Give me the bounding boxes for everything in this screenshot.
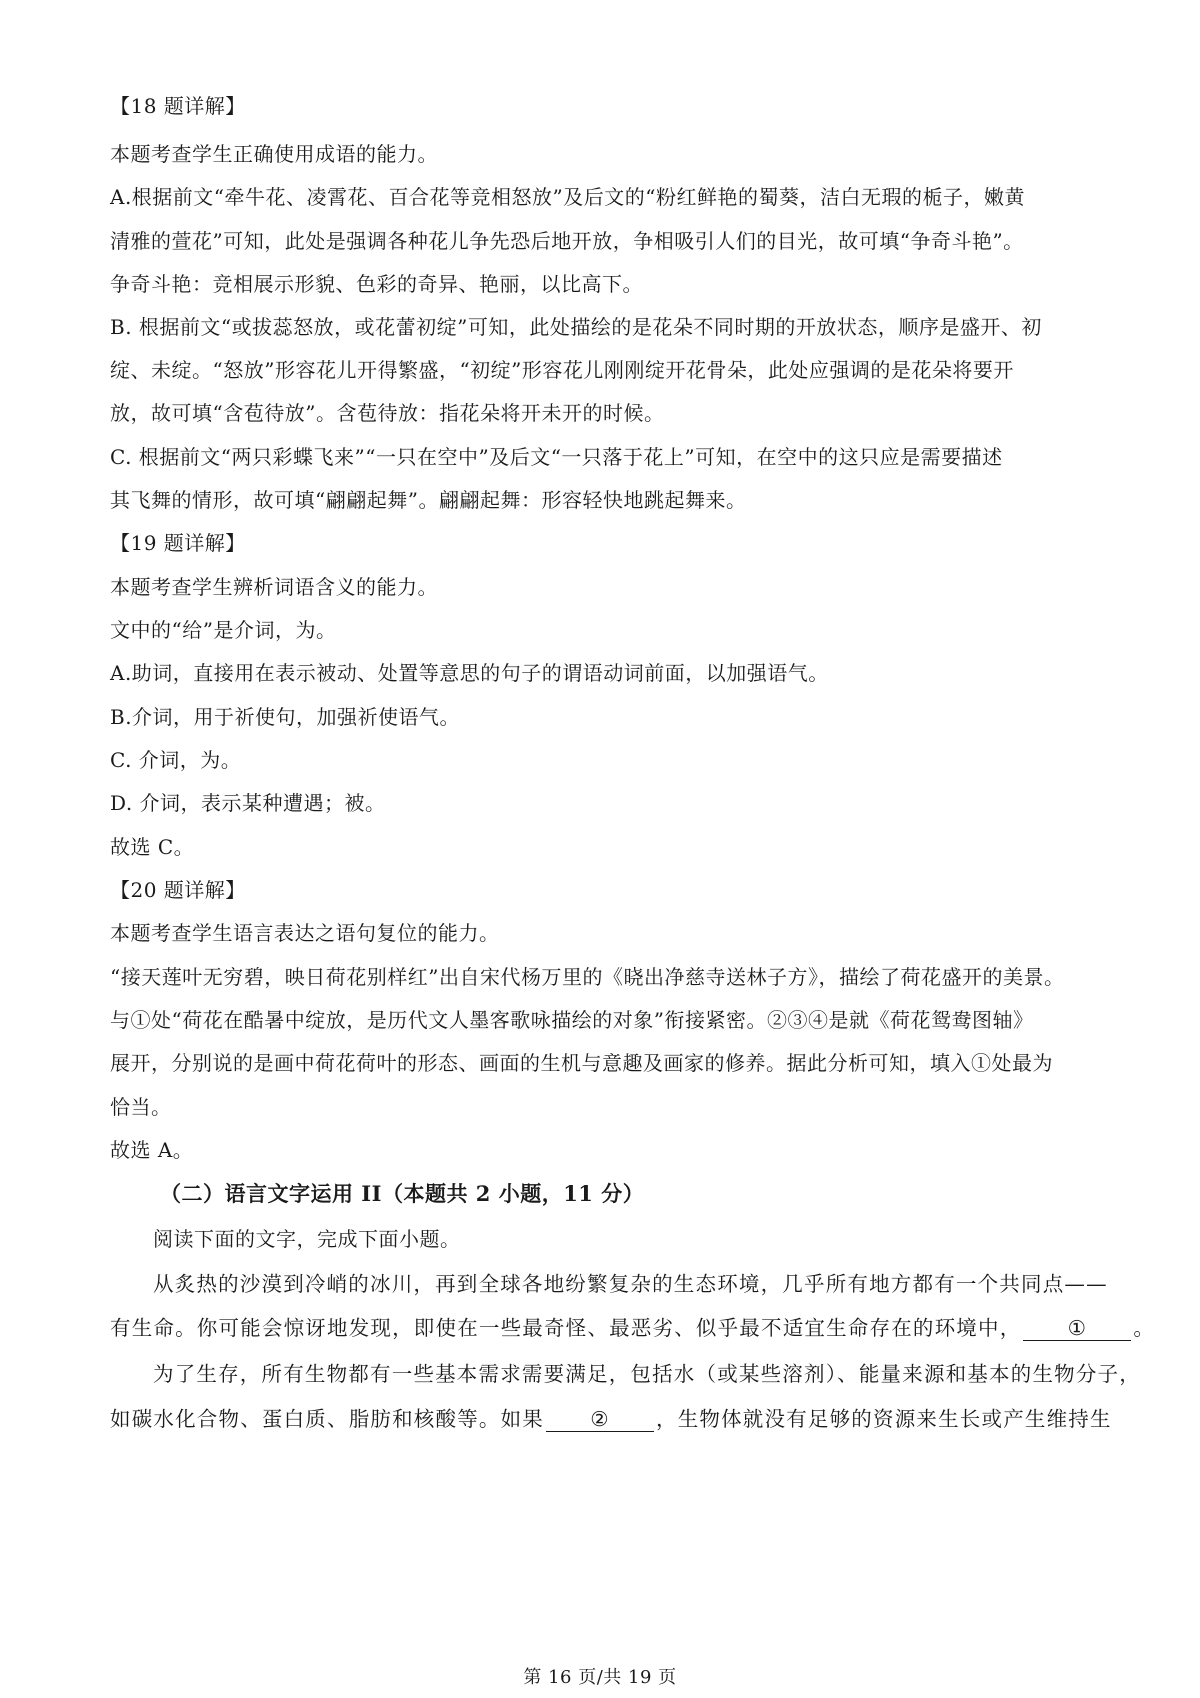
q19-line-4: B.介词，用于祈使句，加强祈使语气。 — [110, 705, 461, 729]
q18-heading: 【18 题详解】 — [110, 94, 246, 118]
section-title: （二）语言文字运用 II（本题共 2 小题，11 分） — [160, 1181, 645, 1206]
q18-line-9: 其飞舞的情形，故可填“翩翩起舞”。翩翩起舞：形容轻快地跳起舞来。 — [110, 488, 747, 512]
passage-p2-line-2 — [110, 1405, 1112, 1433]
q19-line-7: 故选 C。 — [110, 835, 195, 859]
q20-line-6: 故选 A。 — [110, 1138, 194, 1162]
q18-line-1: 本题考查学生正确使用成语的能力。 — [110, 142, 438, 166]
q19-line-1: 本题考查学生辨析词语含义的能力。 — [110, 575, 438, 599]
q19-line-3: A.助词，直接用在表示被动、处置等意思的句子的谓语动词前面，以加强语气。 — [110, 661, 829, 685]
q20-line-2: “接天莲叶无穷碧，映日荷花别样红”出自宋代杨万里的《晓出净慈寺送林子方》，描绘了荷花盛开的美景。 — [110, 965, 1065, 989]
q19-line-5: C. 介词，为。 — [110, 748, 242, 772]
section-instruction: 阅读下面的文字，完成下面小题。 — [153, 1227, 461, 1251]
q18-line-4: 争奇斗艳：竞相展示形貌、色彩的奇异、艳丽，以比高下。 — [110, 272, 643, 296]
q19-line-6: D. 介词，表示某种遭遇；被。 — [110, 791, 386, 815]
q20-line-3: 与①处“荷花在酷暑中绽放，是历代文人墨客歌咏描绘的对象”衔接紧密。②③④是就《荷花鸳鸯图轴》 — [110, 1008, 1034, 1032]
q18-line-6: 绽、未绽。“怒放”形容花儿开得繁盛，“初绽”形容花儿刚刚绽开花骨朵，此处应强调的是花朵将要开 — [110, 358, 1014, 382]
page-number: 第 16 页/共 19 页 — [523, 1667, 677, 1688]
q20-heading: 【20 题详解】 — [110, 878, 246, 902]
passage-p1-line-2-text: 有生命。你可能会惊讶地发现，即使在一些最奇怪、最恶劣、似乎最不适宜生命存在的环境中， — [110, 1316, 1022, 1340]
q20-line-1: 本题考查学生语言表达之语句复位的能力。 — [110, 921, 500, 945]
q19-line-2: 文中的“给”是介词，为。 — [110, 618, 337, 642]
q20-line-4: 展开，分别说的是画中荷花荷叶的形态、画面的生机与意趣及画家的修养。据此分析可知，填入①处最为 — [110, 1051, 1053, 1075]
q19-heading: 【19 题详解】 — [110, 531, 246, 555]
passage-p2-line-2-text: 如碳水化合物、蛋白质、脂肪和核酸等。如果 — [110, 1407, 544, 1431]
blank-2: ② — [546, 1407, 654, 1432]
q18-line-2: A.根据前文“牵牛花、凌霄花、百合花等竞相怒放”及后文的“粉红鲜艳的蜀葵，洁白无瑕的栀子，嫩黄 — [110, 185, 1025, 209]
passage-p2-line-2-end: ，生物体就没有足够的资源来生长或产生维持生 — [656, 1407, 1112, 1431]
passage-p1-line-2 — [110, 1314, 1156, 1342]
q20-line-5: 恰当。 — [110, 1095, 172, 1119]
q18-line-5: B. 根据前文“或拔蕊怒放，或花蕾初绽”可知，此处描绘的是花朵不同时期的开放状态，顺序是盛开、初 — [110, 315, 1042, 339]
q18-line-8: C. 根据前文“两只彩蝶飞来”“一只在空中”及后文“一只落于花上”可知，在空中的这只应是需要描述 — [110, 445, 1003, 469]
q18-line-7: 放，故可填“含苞待放”。含苞待放：指花朵将开未开的时候。 — [110, 401, 665, 425]
blank-1: ① — [1023, 1316, 1131, 1341]
passage-p2-line-1: 为了生存，所有生物都有一些基本需求需要满足，包括水（或某些溶剂）、能量来源和基本的生物分子， — [153, 1362, 1141, 1386]
passage-p1-line-1: 从炙热的沙漠到冷峭的冰川，再到全球各地纷繁复杂的生态环境，几乎所有地方都有一个共同点—— — [153, 1272, 1108, 1296]
q18-line-3: 清雅的萱花”可知，此处是强调各种花儿争先恐后地开放，争相吸引人们的目光，故可填“争奇斗艳”。 — [110, 229, 1024, 253]
passage-p1-line-2-end: 。 — [1133, 1316, 1156, 1340]
